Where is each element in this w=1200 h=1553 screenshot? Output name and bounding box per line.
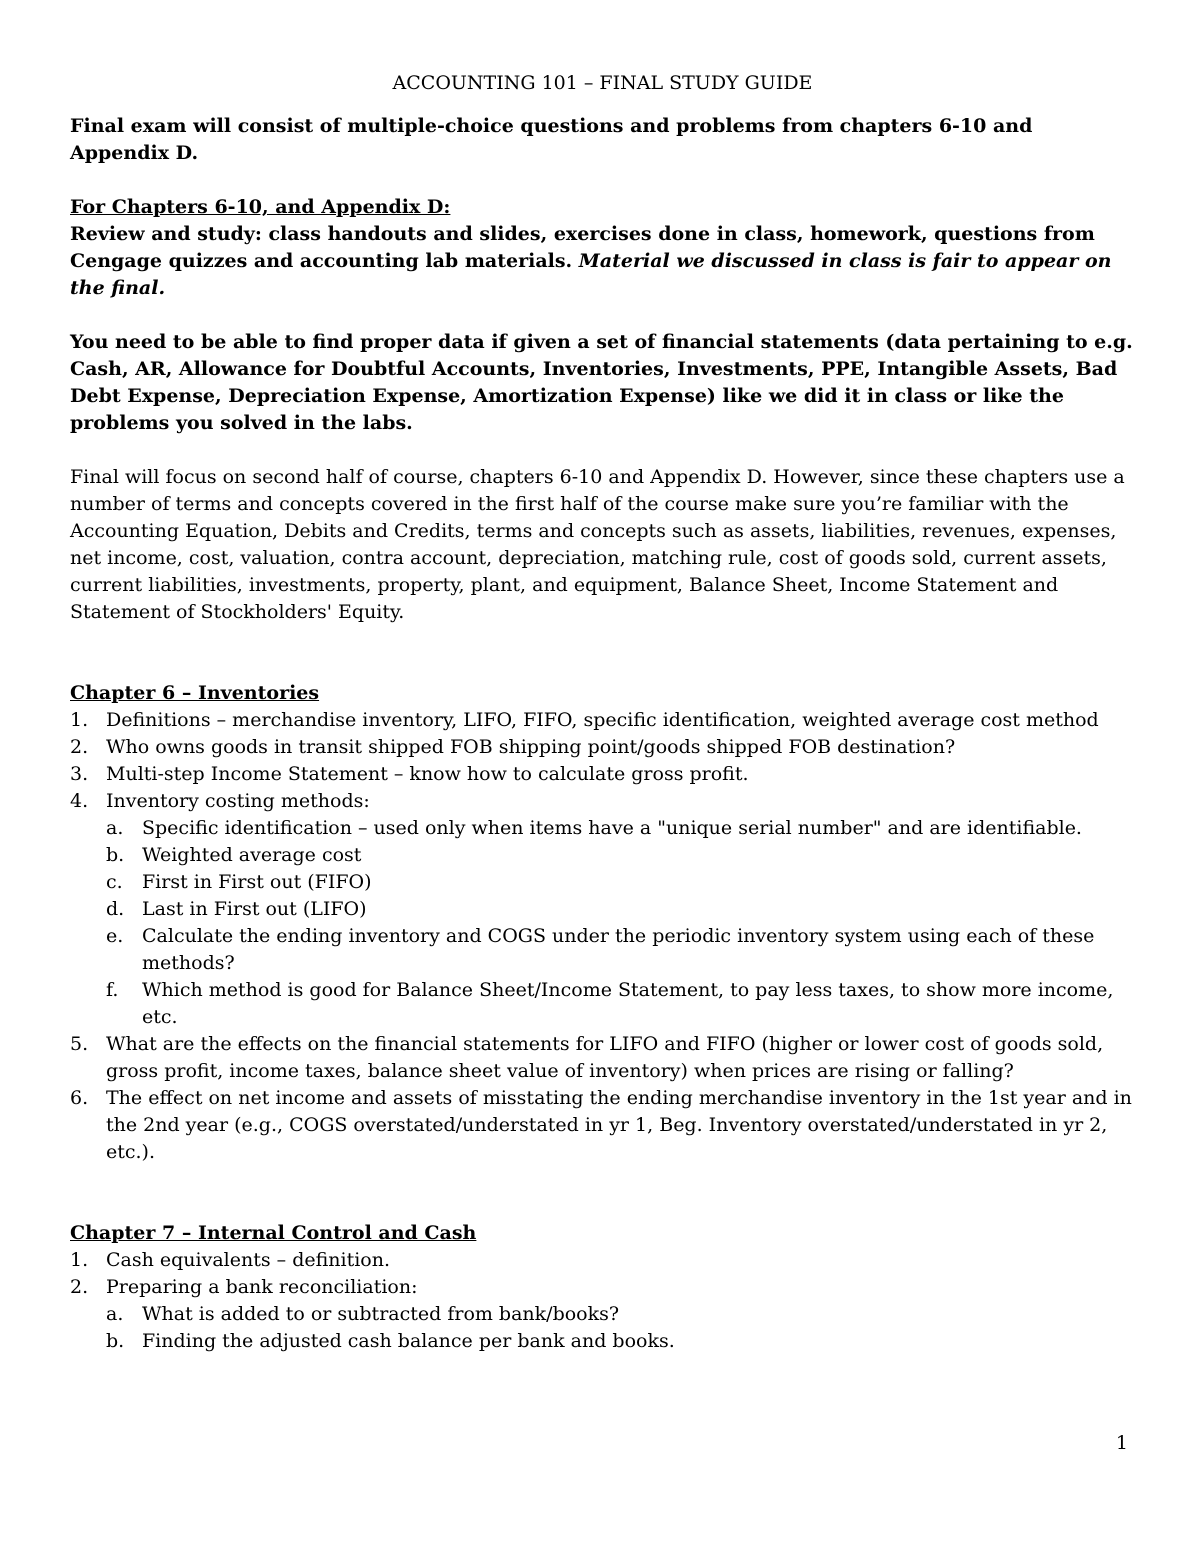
list-item — [70, 1247, 1135, 1274]
document-page — [70, 70, 1135, 1355]
page-number: 1 — [1115, 1432, 1128, 1454]
spacer — [70, 167, 1135, 194]
chapter6-heading: Chapter 6 – Inventories — [70, 682, 320, 704]
spacer — [70, 437, 1135, 464]
chapter6-sublist — [106, 815, 1135, 1031]
list-item-text: What are the effects on the financial statements for LIFO and FIFO (higher or lower cost of goods sold, gross profit, income taxes, balance sheet value of inventory) when prices are rising or falling? — [106, 1033, 1104, 1082]
sublist-item-text: Specific identification – used only when items have a "unique serial number" and are identifiable. — [142, 817, 1082, 839]
list-item-text: Cash equivalents – definition. — [106, 1249, 391, 1271]
list-number: 2. — [70, 736, 89, 758]
list-item — [70, 788, 1135, 1031]
sublist-item-text: Weighted average cost — [142, 844, 362, 866]
list-number: 2. — [70, 1276, 89, 1298]
sublist-letter: c. — [106, 871, 123, 893]
sublist-letter: b. — [106, 1330, 125, 1352]
review-paragraph — [70, 221, 1135, 302]
spacer — [70, 302, 1135, 329]
sublist-item — [106, 869, 1135, 896]
focus-paragraph: Final will focus on second half of course, chapters 6-10 and Appendix D. However, since these chapters use a number of terms and concepts covered in the first half of the course make sure you’re familiar with the Accounting Equation, Debits and Credits, terms and concepts such as assets, liabilities, revenues, expenses, net income, cost, valuation, contra account, depreciation, matching rule, cost of goods sold, current assets, current liabilities, investments, property, plant, and equipment, Balance Sheet, Income Statement and Statement of Stockholders' Equity. — [70, 466, 1125, 623]
sublist-letter: a. — [106, 817, 124, 839]
sublist-item — [106, 842, 1135, 869]
list-number: 6. — [70, 1087, 89, 1109]
spacer — [70, 626, 1135, 680]
intro-paragraph: Final exam will consist of multiple-choice questions and problems from chapters 6-10 and Appendix D. — [70, 115, 1033, 164]
sublist-item-text: Calculate the ending inventory and COGS under the periodic inventory system using each of these methods? — [142, 925, 1095, 974]
list-item — [70, 1031, 1135, 1085]
sublist-item — [106, 977, 1135, 1031]
sublist-letter: a. — [106, 1303, 124, 1325]
chapter7-sublist — [106, 1301, 1135, 1355]
sublist-item-text: What is added to or subtracted from bank/books? — [142, 1303, 620, 1325]
sublist-item-text: Which method is good for Balance Sheet/Income Statement, to pay less taxes, to show more income, etc. — [142, 979, 1114, 1028]
list-item — [70, 707, 1135, 734]
list-item — [70, 1274, 1135, 1355]
sublist-letter: f. — [106, 979, 119, 1001]
chapter7-list — [70, 1247, 1135, 1355]
spacer — [70, 1166, 1135, 1220]
data-paragraph: You need to be able to find proper data if given a set of financial statements (data pertaining to e.g. Cash, AR, Allowance for Doubtful Accounts, Inventories, Investments, PPE, Intangible Assets, Bad Debt Expense, Depreciation Expense, Amortization Expense) like we did it in class or like the problems you solved in the labs. — [70, 331, 1133, 434]
list-item — [70, 1085, 1135, 1166]
list-item — [70, 761, 1135, 788]
list-item-text: Who owns goods in transit shipped FOB shipping point/goods shipped FOB destination? — [106, 736, 956, 758]
list-number: 1. — [70, 709, 89, 731]
list-item-text: Inventory costing methods: — [106, 790, 370, 812]
list-item-text: The effect on net income and assets of misstating the ending merchandise inventory in the 1st year and in the 2nd year (e.g., COGS overstated/understated in yr 1, Beg. Inventory overstated/understated in yr 2, etc.). — [106, 1087, 1132, 1163]
sublist-item — [106, 815, 1135, 842]
chapter6-list — [70, 707, 1135, 1166]
sublist-letter: e. — [106, 925, 124, 947]
sublist-item-text: First in First out (FIFO) — [142, 871, 372, 893]
chapter7-heading: Chapter 7 – Internal Control and Cash — [70, 1222, 477, 1244]
list-number: 3. — [70, 763, 89, 785]
sublist-item-text: Finding the adjusted cash balance per bank and books. — [142, 1330, 675, 1352]
list-item-text: Preparing a bank reconciliation: — [106, 1276, 418, 1298]
document-title: ACCOUNTING 101 – FINAL STUDY GUIDE — [392, 72, 813, 94]
sublist-letter: b. — [106, 844, 125, 866]
review-text: Review and study: class handouts and slides, exercises done in class, homework, questions from Cengage quizzes and accounting lab materials. — [70, 223, 1095, 272]
sublist-item — [106, 1328, 1135, 1355]
sublist-item — [106, 923, 1135, 977]
list-item-text: Definitions – merchandise inventory, LIFO, FIFO, specific identification, weighted average cost method — [106, 709, 1099, 731]
list-item — [70, 734, 1135, 761]
sublist-item-text: Last in First out (LIFO) — [142, 898, 367, 920]
sublist-item — [106, 896, 1135, 923]
list-number: 5. — [70, 1033, 89, 1055]
list-number: 4. — [70, 790, 89, 812]
review-heading: For Chapters 6-10, and Appendix D: — [70, 196, 451, 218]
list-number: 1. — [70, 1249, 89, 1271]
sublist-letter: d. — [106, 898, 125, 920]
list-item-text: Multi-step Income Statement – know how to calculate gross profit. — [106, 763, 749, 785]
sublist-item — [106, 1301, 1135, 1328]
review-emphasis: Material we discussed in class is fair to appear on the final. — [70, 250, 1112, 299]
